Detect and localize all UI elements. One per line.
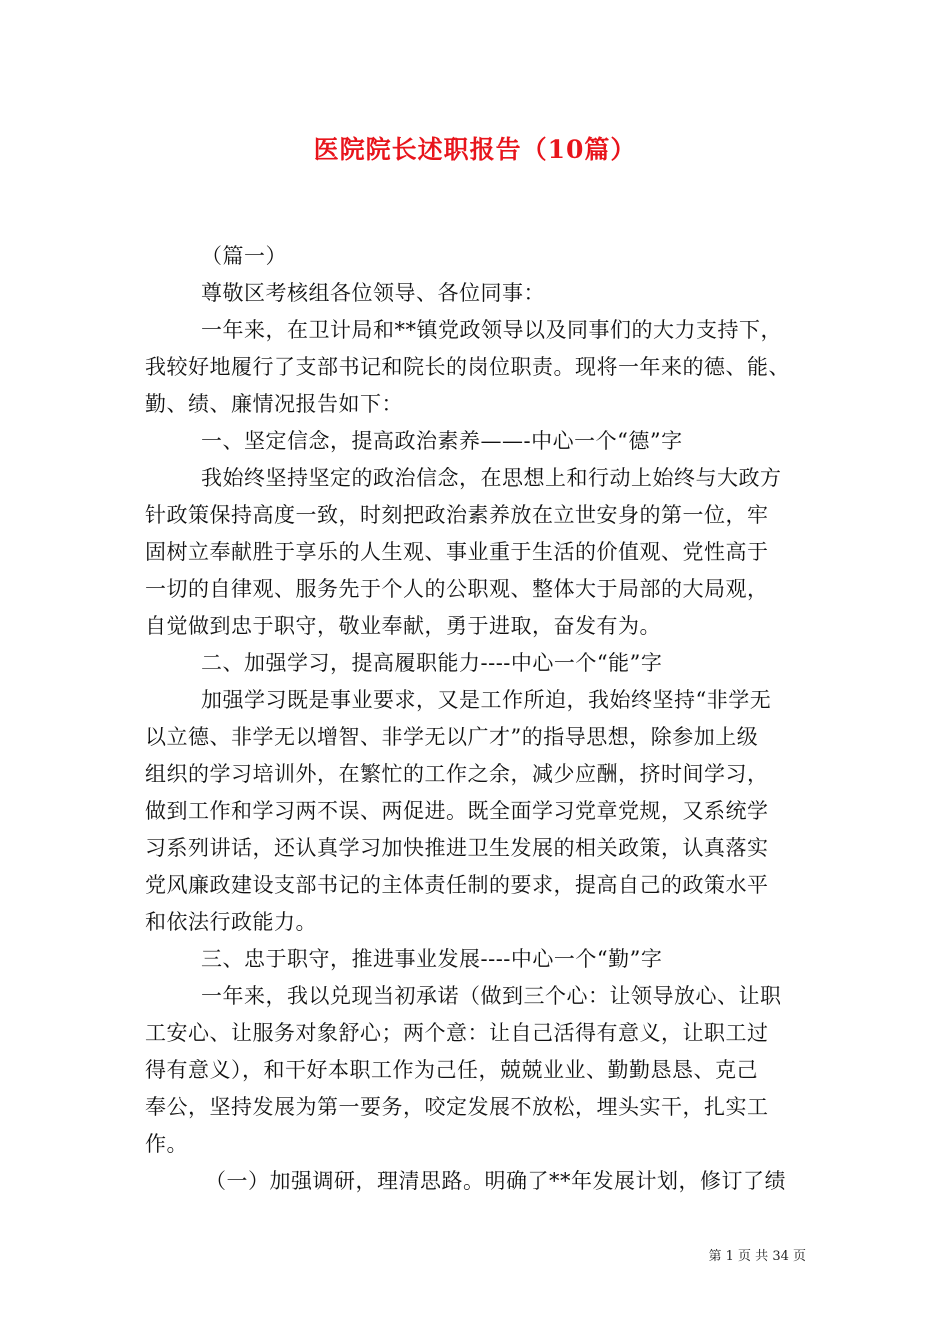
paragraph-line: 得有意义），和干好本职工作为己任，兢兢业业、勤勤恳恳、克己 [145,1058,758,1082]
section-heading: 二、加强学习，提高履职能力----中心一个“能”字 [201,651,663,675]
paragraph-line: 奉公，坚持发展为第一要务，咬定发展不放松，埋头实干，扎实工 [145,1095,769,1119]
salutation: 尊敬区考核组各位领导、各位同事： [201,281,545,305]
paragraph-line: 党风廉政建设支部书记的主体责任制的要求，提高自己的政策水平 [145,873,769,897]
page-number: 第 1 页 共 34 页 [708,1249,806,1264]
paragraph-line: 固树立奉献胜于享乐的人生观、事业重于生活的价值观、党性高于 [145,540,769,564]
section-heading: 三、忠于职守，推进事业发展----中心一个“勤”字 [201,947,663,971]
paragraph-line: 我较好地履行了支部书记和院长的岗位职责。现将一年来的德、能、 [145,355,790,379]
paragraph-line: 加强学习既是事业要求，又是工作所迫，我始终坚持“非学无 [201,688,772,712]
subsection-line: （一）加强调研，理清思路。明确了**年发展计划，修订了绩 [205,1169,786,1193]
paragraph-line: 一年来，在卫计局和**镇党政领导以及同事们的大力支持下， [201,318,782,342]
paragraph-line: 一切的自律观、服务先于个人的公职观、整体大于局部的大局观， [145,577,769,601]
paragraph-line: 做到工作和学习两不误、两促进。既全面学习党章党规，又系统学 [145,799,769,823]
paragraph-line: 和依法行政能力。 [145,910,317,934]
section-heading: 一、坚定信念，提高政治素养——-中心一个“德”字 [201,429,683,453]
paragraph-line: 自觉做到忠于职守，敬业奉献，勇于进取，奋发有为。 [145,614,661,638]
paragraph-line: 组织的学习培训外，在繁忙的工作之余，减少应酬，挤时间学习， [145,762,769,786]
paragraph-line: 习系列讲话，还认真学习加快推进卫生发展的相关政策，认真落实 [145,836,769,860]
document-body [145,238,815,1200]
paragraph-line: 我始终坚持坚定的政治信念，在思想上和行动上始终与大政方 [201,466,782,490]
paragraph-line: 针政策保持高度一致，时刻把政治素养放在立世安身的第一位，牢 [145,503,769,527]
paragraph-line: 工安心、让服务对象舒心；两个意：让自己活得有意义，让职工过 [145,1021,769,1045]
section-label: （篇一） [201,244,287,268]
document-title: 医院院长述职报告（10篇） [313,135,637,164]
paragraph-line: 作。 [145,1132,188,1156]
paragraph-line: 一年来，我以兑现当初承诺（做到三个心：让领导放心、让职 [201,984,782,1008]
paragraph-line: 勤、绩、廉情况报告如下： [145,392,403,416]
paragraph-line: 以立德、非学无以增智、非学无以广才”的指导思想，除参加上级 [145,725,759,749]
